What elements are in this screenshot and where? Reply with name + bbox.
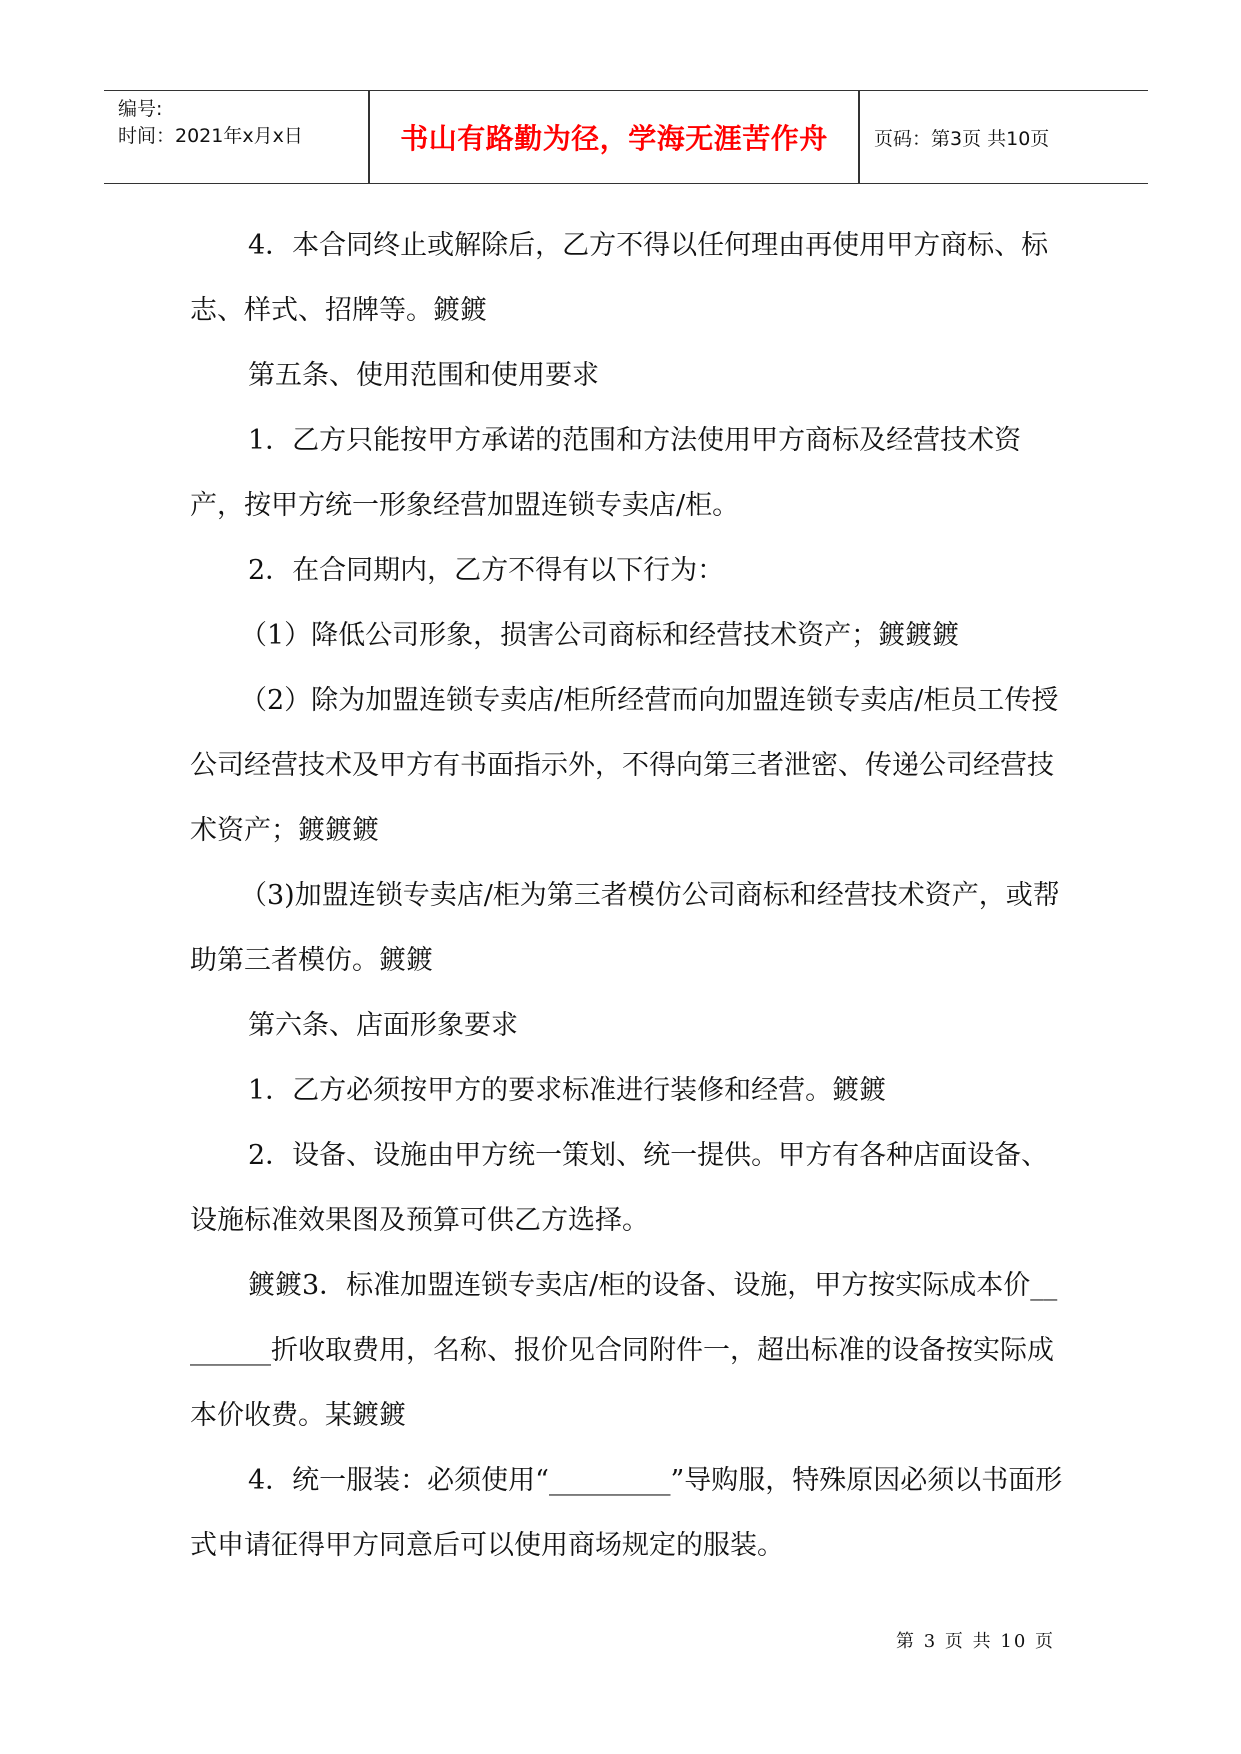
page-footer-number: 第 3 页 共 10 页 [896,1631,1055,1652]
paragraph-clause-6-1: 1．乙方必须按甲方的要求标准进行装修和经营。鍍鍍 [248,1075,887,1106]
document-body [190,213,1070,1578]
header-meta [118,91,368,183]
section-heading-article-6: 第六条、店面形象要求 [248,1010,518,1041]
header-motto: 书山有路勤为径，学海无涯苦作舟 [400,122,828,155]
paragraph-clause-6-4: 4．统一服装：必须使用“_________”导购服，特殊原因必须以书面形式申请征得甲方同意后可以使用商场规定的服装。 [190,1465,1063,1561]
paragraph-clause-5-2-1: （1）降低公司形象，损害公司商标和经营技术资产；鍍鍍鍍 [240,620,960,651]
paragraph-clause-6-2: 2．设备、设施由甲方统一策划、统一提供。甲方有各种店面设备、设施标准效果图及预算可供乙方选择。 [190,1140,1049,1236]
paragraph-clause-5-2-3: （3)加盟连锁专卖店/柜为第三者模仿公司商标和经营技术资产，或帮助第三者模仿。鍍鍍 [190,880,1060,976]
paragraph-clause-5-2: 2．在合同期内，乙方不得有以下行为： [248,555,725,586]
page-header [104,90,1148,184]
paragraph-clause-5-2-2: （2）除为加盟连锁专卖店/柜所经营而向加盟连锁专卖店/柜员工传授公司经营技术及甲方有书面指示外，不得向第三者泄密、传递公司经营技术资产；鍍鍍鍍 [190,685,1059,846]
paragraph-clause-5-1: 1．乙方只能按甲方承诺的范围和方法使用甲方商标及经营技术资产，按甲方统一形象经营加盟连锁专卖店/柜。 [190,425,1022,521]
paragraph-clause-4-4: 4．本合同终止或解除后，乙方不得以任何理由再使用甲方商标、标志、样式、招牌等。鍍鍍 [190,230,1049,326]
document-number-label: 编号: [118,98,163,120]
header-divider-right [858,91,860,183]
section-heading-article-5: 第五条、使用范围和使用要求 [248,360,599,391]
paragraph-clause-6-3: 鍍鍍3．标准加盟连锁专卖店/柜的设备、设施，甲方按实际成本价________折收取费用，名称、报价见合同附件一，超出标准的设备按实际成本价收费。某鍍鍍 [190,1270,1058,1431]
document-date-label: 时间：2021年x月x日 [118,125,303,147]
header-page-label: 页码：第3页 共10页 [874,127,1050,150]
